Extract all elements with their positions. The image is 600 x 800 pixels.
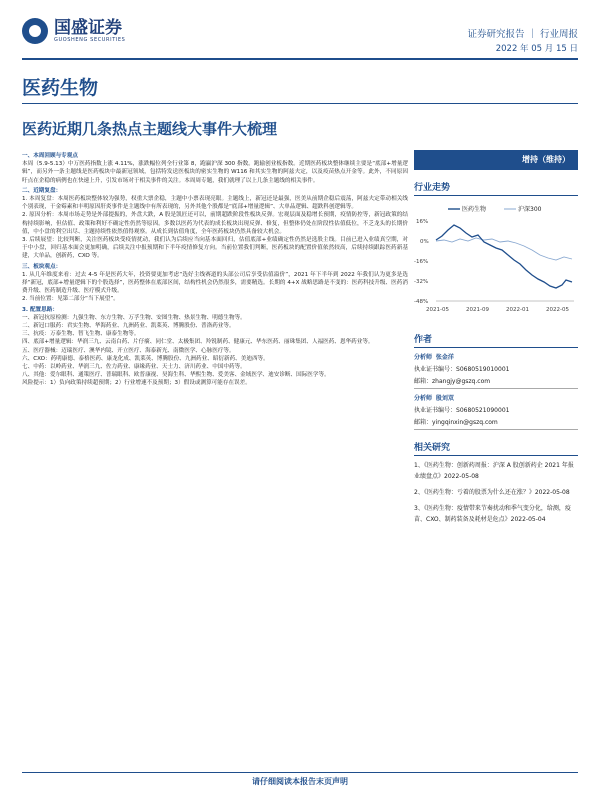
legend-sector-label: 医药生物 bbox=[462, 206, 487, 213]
y-tick: 0% bbox=[420, 239, 429, 245]
analyst-role: 分析师 bbox=[414, 354, 433, 361]
body-paragraph: 二、新冠口服药：君实生物、华海药业、九洲药业、凯莱英、博腾股份、普洛药业等。 bbox=[22, 323, 235, 330]
sector-title: 医药生物 bbox=[22, 77, 99, 99]
related-report-item[interactable]: 1、《医药生物：创新药周报：沪深 A 股创新药企 2021 年报业绩盘点》2022-05-08 bbox=[414, 462, 574, 480]
sector-divider bbox=[22, 103, 578, 104]
email-label: 邮箱： bbox=[414, 378, 433, 385]
sidebar bbox=[414, 150, 578, 530]
section-heading: 二、近期复盘： bbox=[22, 187, 62, 194]
footer-divider bbox=[22, 772, 578, 773]
trend-chart bbox=[414, 200, 578, 318]
cert-label: 执业证书编号： bbox=[414, 407, 457, 414]
y-tick: -16% bbox=[414, 259, 429, 265]
body-paragraph: 3. 后续展望：比较判断，关注医药板块受疫情扰动，我们认为后续应当向基本面回归，估值底部+业绩确定性仍然是选股主线。目前已进入业绩真空期，对于中小盘，回归基本面会更加明确，后续关注中报预期和下半年疫情修复方向。当前位置我们判断，医药板块的配置价值依然较高，后续持续跟踪医药新基建，大单品，创新药，CXO 等。 bbox=[22, 237, 408, 260]
body-paragraph: 四、底部+增量逻辑：华润三九、云南白药、片仔癀、同仁堂、太极集团、羚锐制药、健康元、华东医药、丽珠集团、人福医药、恩华药业等。 bbox=[22, 339, 374, 346]
x-tick: 2021-05 bbox=[426, 307, 449, 313]
related-report-item[interactable]: 2、《医药生物：亏着的股票为什么还在涨？》2022-05-08 bbox=[414, 489, 570, 496]
related-reports bbox=[414, 460, 578, 525]
body-paragraph: 2. 当前位置：见第二部分“当下展望”。 bbox=[22, 296, 119, 303]
y-tick: 16% bbox=[416, 219, 429, 225]
report-date: 2022 年 05 月 15 日 bbox=[495, 44, 578, 54]
body-paragraph: 风险提示：1）负向政策持续超预期；2）行业增速不及预期；3）假设或测算可能存在误差。 bbox=[22, 380, 251, 387]
cert-number: S0680521090001 bbox=[456, 407, 510, 414]
y-axis-ticks bbox=[414, 219, 429, 305]
footer-disclaimer: 请仔细阅读本报告末页声明 bbox=[252, 777, 348, 786]
body-paragraph: 六、CXO：药明康德、泰格医药、康龙化成、凯莱英、博腾股份、九洲药业、昭衍新药、美迪西等。 bbox=[22, 355, 269, 362]
trend-heading: 行业走势 bbox=[414, 180, 578, 196]
body-paragraph: 五、医疗器械：迈瑞医疗、澳华内镜、开立医疗、海泰新光、南微医学、心脉医疗等。 bbox=[22, 347, 235, 354]
email-label: 邮箱： bbox=[414, 419, 433, 426]
x-axis-ticks bbox=[426, 307, 569, 313]
chart-legend bbox=[448, 205, 542, 213]
analyst-email[interactable]: zhangjy@gszq.com bbox=[432, 378, 491, 385]
body-paragraph: 三、抗疫：万泰生物、智飞生物、康泰生物等。 bbox=[22, 331, 140, 338]
y-tick: -48% bbox=[414, 299, 429, 305]
related-heading: 相关研究 bbox=[414, 440, 578, 456]
company-name-cn: 国盛证券 bbox=[54, 18, 122, 38]
section-heading: 3. 配置思路： bbox=[22, 306, 58, 313]
body-paragraph: 本周（5.9-5.13）中万医药指数上涨 4.11%，涨跌幅位列全行业第 8，跑赢沪深 300 指数。跑输创业板指数。近期医药板块整体继续主要是“底部+增量逻辑”，而另外一条主题线是医药板块中最新冠领域，包括特发送医板块的密实生物的 W116 和其实生物的阿兹夫定，以及疫苗热点开金等。此外，不同原因吁点在企稳的病例也在快速上升，引发市场对于相关事件的关注。本周周专题，我们就理了以上几条主题线的相关事件。 bbox=[22, 161, 408, 184]
cert-label: 执业证书编号： bbox=[414, 366, 457, 373]
analyst-2 bbox=[414, 393, 578, 430]
body-paragraph: 1. 本周复盘：本周医药板块整体较为强势，权重大票企稳，主题中小票表现亮眼。主题线上，新冠还是最强，医美从前期企稳后震荡，阿兹夫定带动相关线个别表现，干金霉素和丰明原因肝炎事件是主题线中有所表现的，另外其他个股都是“底部+增量逻辑”、大单品逻辑、超跌科创逻辑等。 bbox=[22, 196, 408, 211]
analyst-1 bbox=[414, 352, 578, 389]
related-report-item[interactable]: 3、《医药生物：疫情带来节奏扰动和季气变分化，给测，疫苗、CXO、制药装备及耗材是危点》2022-05-04 bbox=[414, 505, 571, 523]
report-type: 证券研究报告 ｜ 行业周报 bbox=[467, 29, 578, 40]
body-paragraph: 一、新冠抗原检测：九强生物、东方生物、万孚生物、安图生物、热景生物、明德生物等。 bbox=[22, 314, 246, 321]
company-logo bbox=[22, 18, 125, 44]
series-index-line bbox=[436, 238, 572, 260]
series-sector-line bbox=[436, 225, 572, 288]
analyst-name: 张金洋 bbox=[435, 354, 454, 361]
report-title: 医药近期几条热点主题线大事件大梳理 bbox=[22, 120, 278, 138]
company-name-en: GUOSHENG SECURITIES bbox=[54, 37, 126, 43]
x-tick: 2022-05 bbox=[546, 307, 569, 313]
rating-badge: 增持（维持） bbox=[414, 150, 578, 170]
analyst-email[interactable]: yingqinxin@gszq.com bbox=[432, 419, 498, 426]
report-body bbox=[22, 150, 408, 388]
analysts-heading: 作者 bbox=[414, 332, 578, 348]
analyst-name: 殷刘双 bbox=[435, 395, 454, 402]
section-heading: 三、板块观点： bbox=[22, 263, 62, 270]
header-divider bbox=[22, 58, 578, 60]
body-paragraph: 2. 原因分析：本周市场走势是外部提振的，外盘大跌，A 股是凯匠还可以，前期超跌阶段性板块反弹。宏观层面及稳增长预期，疫情防控等，新冠政策的结构持续影响，但估值、政策和利好不确定性仍然等原因。多数以医药为代表的成长板块出现反弹、修复，但整体仍处在阶段性估值低位，不乏龙头的长期价值，中小盘的利空出尽、主题持续性依然值得观察。从成长到估值角度，全年医药板块仍然具备较大机会。 bbox=[22, 212, 408, 235]
body-paragraph: 1. 从几年维度来看：过去 4-5 年是医药大年，投资要更加考虑“选好主线赛道的头部公司后享受估值溢价”，2021 年下半年到 2022 年我们认为更多是选择“新冠，底部+增量逻辑下的个股选择”，医药整体在底部区间，结构性机会仍然很多，需要精选。长期的 4+X 战略思路是不变的：医药科技升级、医药消费升级、医药制造升级、医疗模式升级。 bbox=[22, 271, 408, 295]
x-tick: 2022-01 bbox=[506, 307, 529, 313]
legend-index-label: 沪深300 bbox=[518, 206, 542, 213]
cert-number: S0680519010001 bbox=[456, 366, 510, 373]
logo-emblem-icon bbox=[22, 18, 48, 44]
analyst-role: 分析师 bbox=[414, 395, 433, 402]
y-tick: -32% bbox=[414, 279, 429, 285]
x-tick: 2021-09 bbox=[466, 307, 489, 313]
section-heading: 一、本周回顾与专观点 bbox=[22, 153, 78, 159]
body-paragraph: 七、中药：以岭药业、华润三九、佐力药业、康缘药业、天士力、济川药业、中国中药等。 bbox=[22, 364, 246, 371]
body-paragraph: 八、其他：爱尔眼科、通策医疗、普瑞眼科、欧普康视、昊海生科、华熙生物、爱美客、金域医学、迪安诊断、国际医学等。 bbox=[22, 372, 330, 379]
